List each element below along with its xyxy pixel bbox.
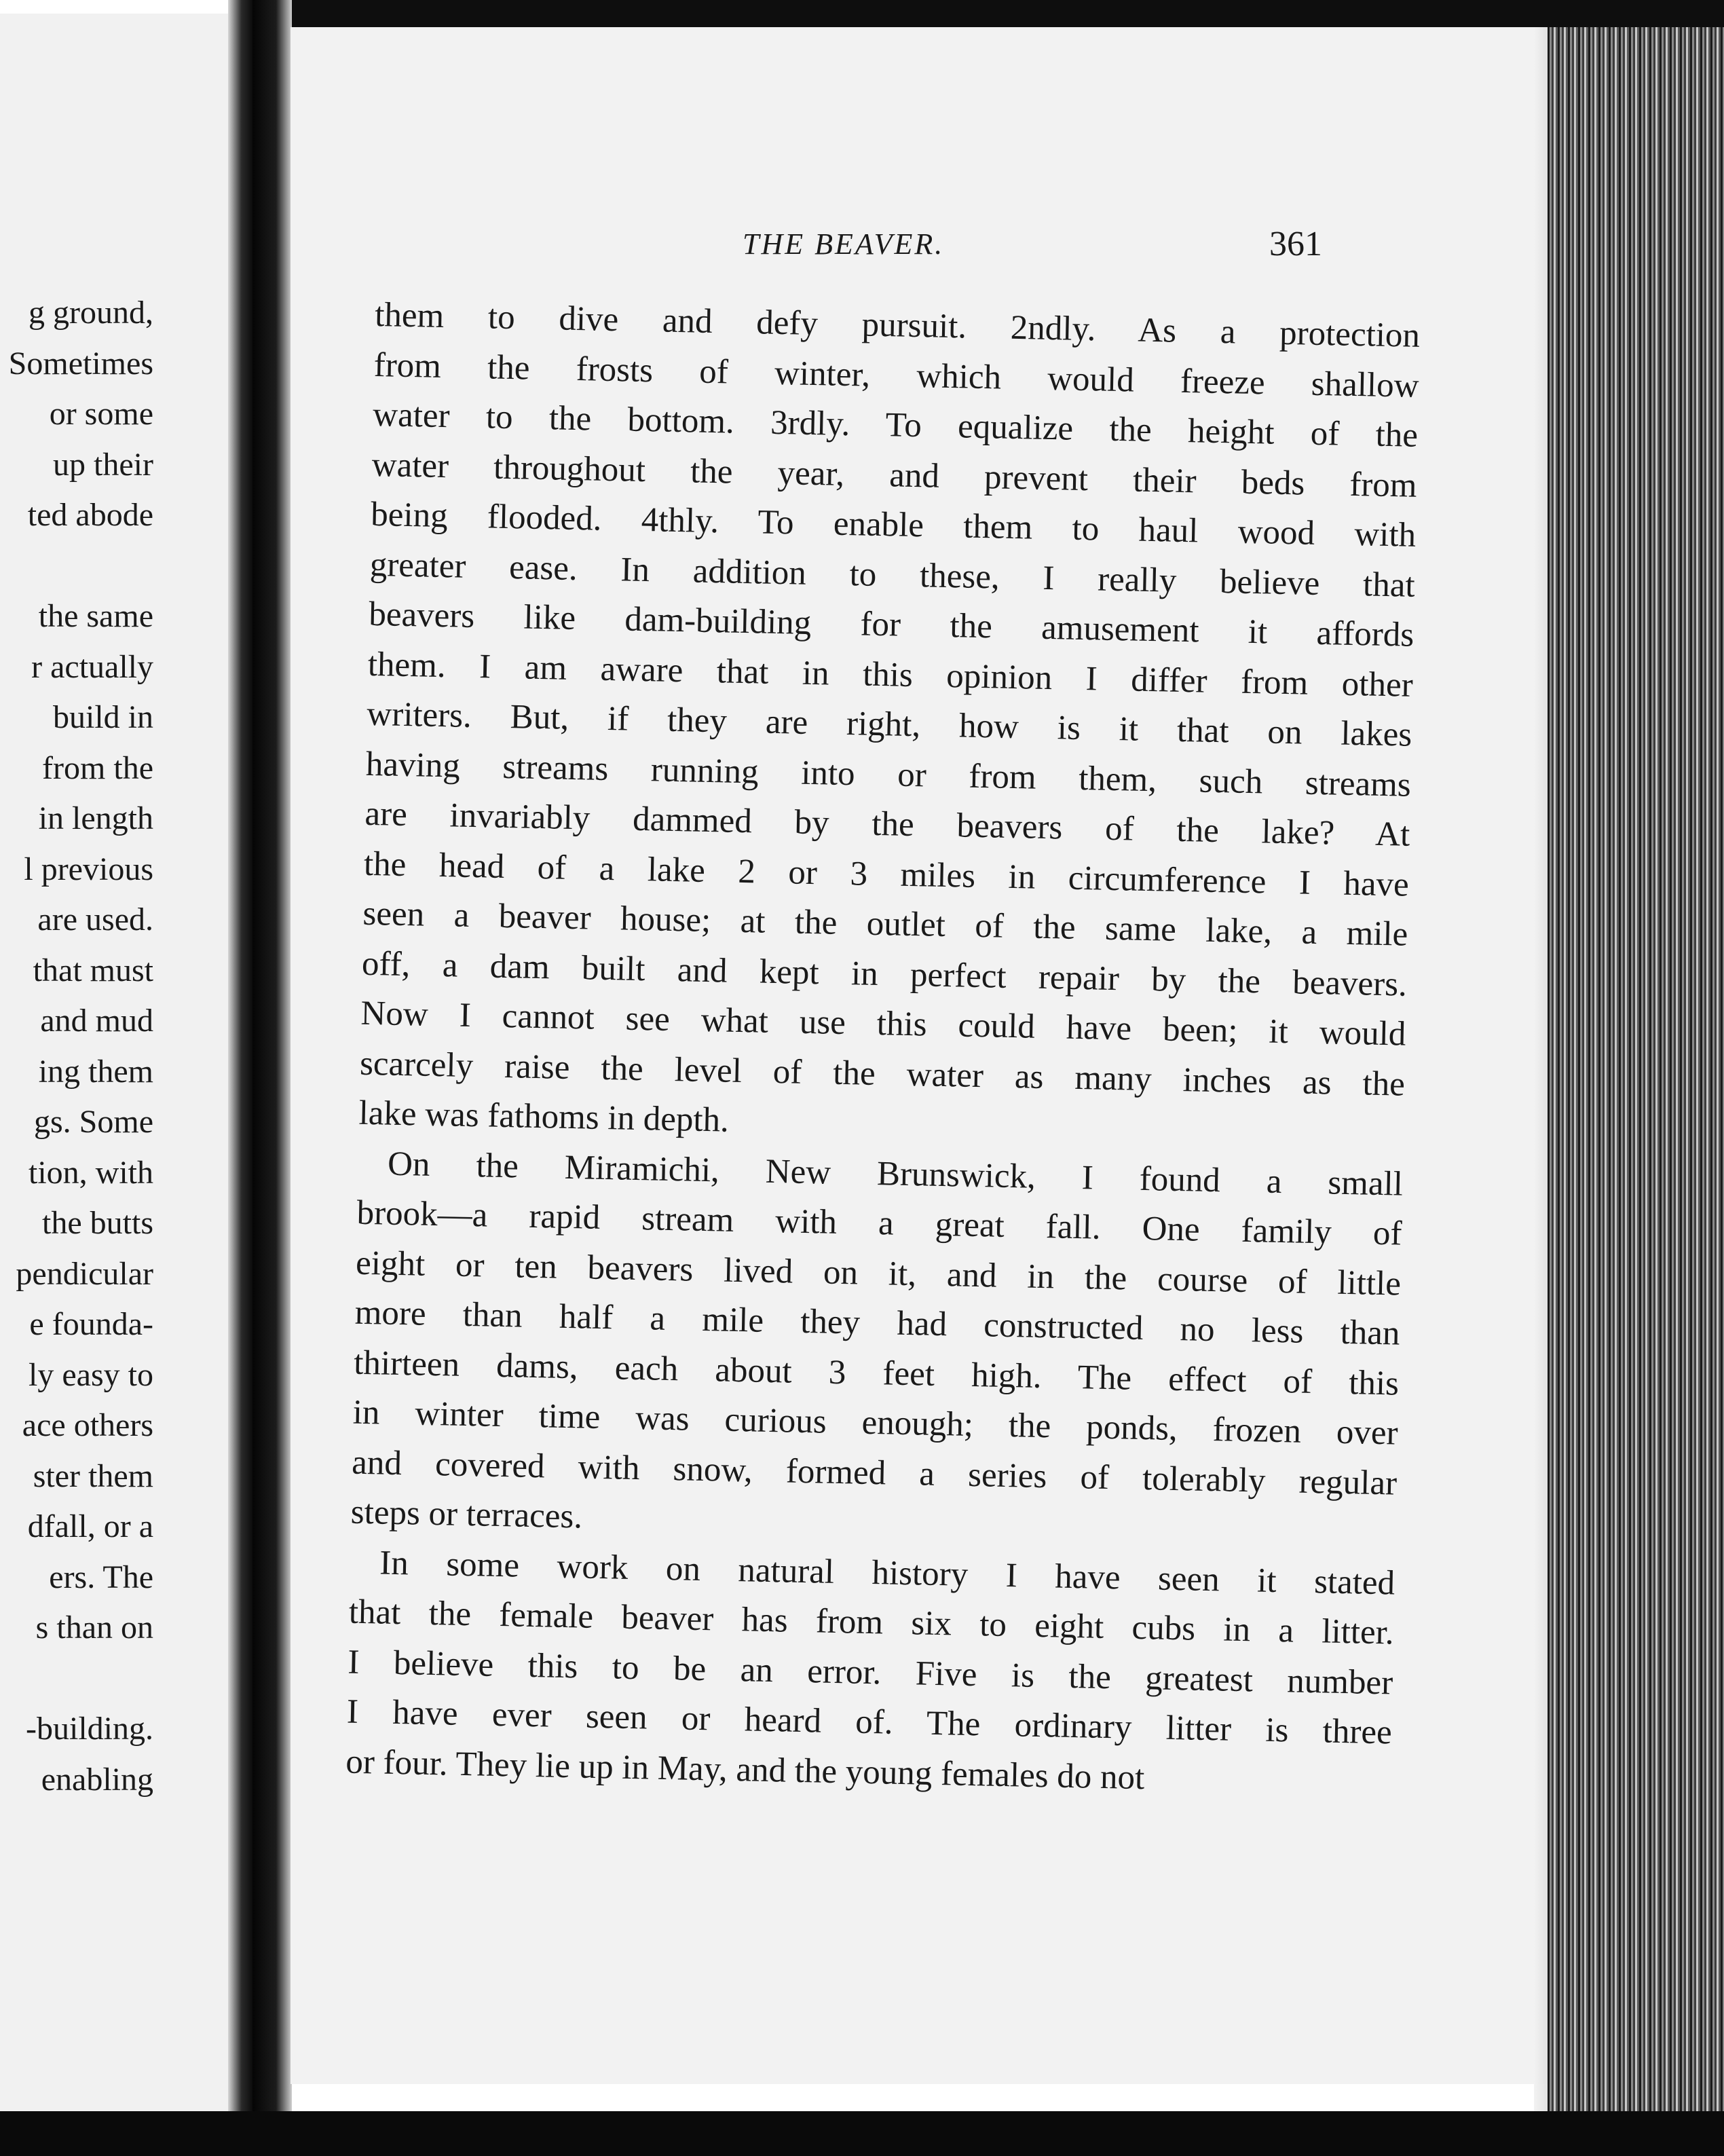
bottom-edge-shadow bbox=[0, 2111, 1724, 2156]
page-number: 361 bbox=[1269, 225, 1322, 263]
text-line: off, a dam built and kept in perfect repair by the beavers. bbox=[361, 944, 1408, 1004]
left-page-fragment: enabling bbox=[41, 1761, 153, 1798]
text-line: brook—a rapid stream with a great fall. One family of bbox=[356, 1193, 1402, 1253]
left-page-fragment: ster them bbox=[33, 1457, 153, 1494]
text-line: I believe this to be an error. Five is the greatest number bbox=[347, 1643, 1393, 1702]
left-page-fragment: build in bbox=[52, 699, 153, 735]
binding-gutter-left bbox=[228, 0, 252, 2156]
text-line: them. I am aware that in this opinion I differ from other bbox=[367, 645, 1414, 705]
left-page-fragment: from the bbox=[42, 749, 153, 786]
text-line: and covered with snow, formed a series of tolerably regular bbox=[351, 1443, 1398, 1503]
left-page-fragment: ing them bbox=[38, 1053, 153, 1090]
text-line: In some work on natural history I have seen it stated bbox=[379, 1544, 1395, 1603]
left-page-fragment: dfall, or a bbox=[27, 1508, 153, 1544]
main-page bbox=[291, 27, 1600, 2084]
left-page-fragment: ly easy to bbox=[29, 1356, 153, 1393]
text-line: thirteen dams, each about 3 feet high. The effect of this bbox=[353, 1343, 1400, 1403]
left-page-fragment: that must bbox=[33, 952, 153, 988]
paragraph bbox=[345, 1538, 1395, 1808]
text-line: On the Miramichi, New Brunswick, I found a small bbox=[387, 1145, 1404, 1204]
left-page-fragment: -building. bbox=[26, 1711, 153, 1747]
page-stack-fore-edge bbox=[1548, 27, 1724, 2156]
text-line: I have ever seen or heard of. The ordinary litter is three bbox=[346, 1692, 1393, 1752]
paragraph bbox=[350, 1138, 1403, 1559]
left-page-fragment: g ground, bbox=[29, 295, 153, 331]
text-line: Now I cannot see what use this could have been; it would bbox=[360, 994, 1406, 1054]
left-page-fragment: or some bbox=[49, 396, 153, 432]
left-page-fragment: tion, with bbox=[28, 1154, 153, 1191]
left-page-fragment: and mud bbox=[40, 1003, 153, 1039]
text-line: writers. But, if they are right, how is it that on lakes bbox=[366, 694, 1412, 754]
left-page-fragment: ers. The bbox=[49, 1559, 153, 1595]
left-page-fragment: the same bbox=[38, 598, 153, 634]
text-line: that the female beaver has from six to eight cubs in a litter. bbox=[348, 1593, 1395, 1652]
text-line: more than half a mile they had constructed no less than bbox=[354, 1293, 1401, 1353]
text-line: beavers like dam-building for the amusement it affords bbox=[368, 595, 1414, 654]
left-page-fragment: l previous bbox=[24, 851, 153, 887]
left-page-fragment: r actually bbox=[31, 648, 153, 685]
left-page-fragment: s than on bbox=[35, 1610, 153, 1646]
text-line: seen a beaver house; at the outlet of the same lake, a mile bbox=[362, 894, 1408, 954]
text-line: having streams running into or from them, such streams bbox=[365, 745, 1412, 804]
text-line: water throughout the year, and prevent their beds from bbox=[371, 445, 1418, 505]
left-page-fragment bbox=[0, 541, 153, 592]
left-page-fragment: ted abode bbox=[27, 497, 153, 533]
left-page-fragment: e founda- bbox=[29, 1306, 153, 1342]
left-page-fragment: ace others bbox=[22, 1407, 153, 1443]
paragraph bbox=[358, 291, 1421, 1159]
text-line: steps or terraces. bbox=[350, 1493, 583, 1536]
text-line: greater ease. In addition to these, I really believe that bbox=[369, 545, 1416, 605]
top-edge-shadow bbox=[291, 0, 1724, 27]
body-text bbox=[345, 291, 1421, 1808]
text-line: or four. They lie up in May, and the young females do not bbox=[345, 1743, 1145, 1797]
left-page bbox=[0, 14, 252, 2111]
left-page-fragment: in length bbox=[38, 800, 153, 836]
text-line: them to dive and defy pursuit. 2ndly. As a protection bbox=[374, 295, 1421, 355]
text-line: in winter time was curious enough; the ponds, frozen over bbox=[352, 1393, 1399, 1453]
text-line: from the frosts of winter, which would freeze shallow bbox=[373, 346, 1420, 405]
text-line: being flooded. 4thly. To enable them to haul wood with bbox=[370, 495, 1417, 555]
left-page-fragment bbox=[0, 1654, 153, 1705]
left-page-fragment: the butts bbox=[42, 1205, 153, 1241]
left-page-fragment: are used. bbox=[37, 902, 153, 937]
left-page-fragment: Sometimes bbox=[8, 345, 153, 382]
binding-gutter-right bbox=[252, 0, 292, 2156]
left-page-text-fragments bbox=[0, 288, 153, 1805]
running-head bbox=[291, 227, 1600, 281]
left-page-fragment: gs. Some bbox=[33, 1104, 153, 1140]
left-page-fragment: up their bbox=[53, 446, 153, 483]
text-line: are invariably dammed by the beavers of the lake? At bbox=[364, 794, 1410, 854]
left-page-fragment: pendicular bbox=[16, 1255, 153, 1292]
text-line: water to the bottom. 3rdly. To equalize the height of the bbox=[372, 395, 1419, 455]
running-title: THE BEAVER. bbox=[743, 227, 945, 261]
text-line: scarcely raise the level of the water as many inches as the bbox=[359, 1044, 1406, 1104]
text-line: eight or ten beavers lived on it, and in the course of little bbox=[355, 1244, 1402, 1303]
text-line: lake was fathoms in depth. bbox=[358, 1094, 730, 1140]
text-line: the head of a lake 2 or 3 miles in circumference I have bbox=[363, 844, 1410, 904]
